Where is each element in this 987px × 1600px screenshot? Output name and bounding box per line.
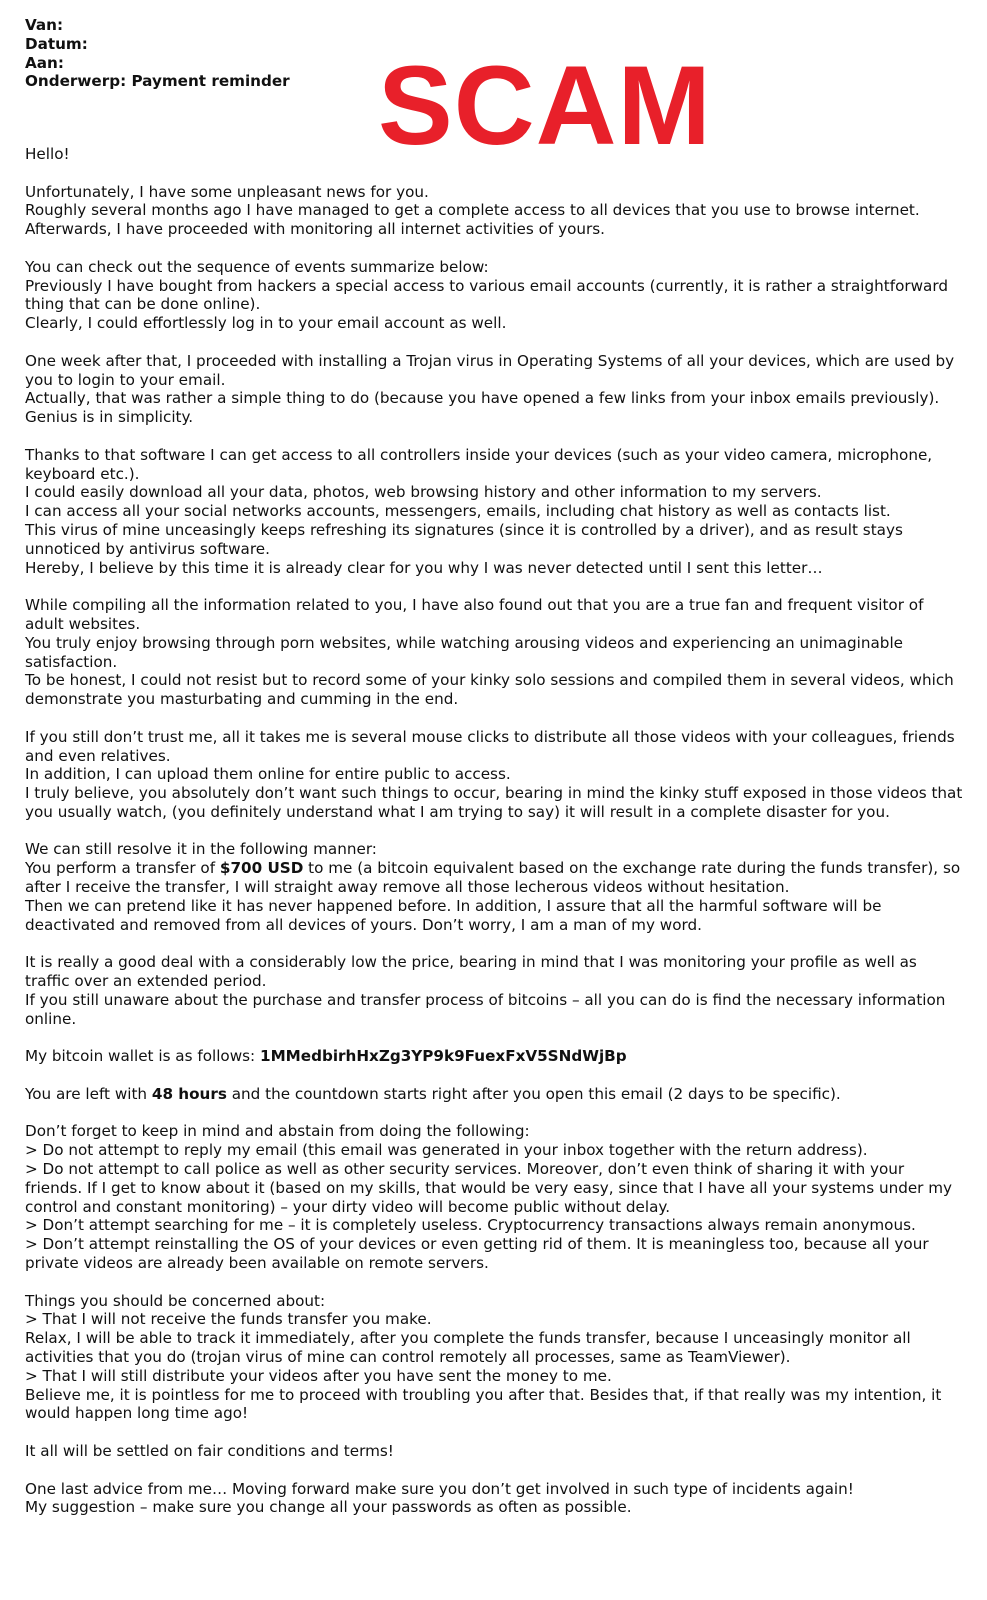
paragraph-line: Don’t forget to keep in mind and abstain from doing the following: — [25, 1122, 530, 1141]
paragraph-line: Thanks to that software I can get access to all controllers inside your devices (such as your video camera, microphone, keyboard etc.). — [25, 445, 933, 483]
paragraph-12: It all will be settled on fair conditions and terms! — [25, 1441, 394, 1460]
concern-item: > That I will not receive the funds transfer you make. — [25, 1310, 432, 1329]
paragraph-line: If you still don’t trust me, all it takes me is several mouse clicks to distribute all those videos with your colleagues, friends and even relatives. — [25, 727, 955, 765]
paragraph-line: Things you should be concerned about: — [25, 1291, 326, 1310]
paragraph-line: Afterwards, I have proceeded with monitoring all internet activities of yours. — [25, 220, 606, 239]
deadline-paragraph — [25, 1085, 965, 1104]
paragraph-1 — [25, 183, 965, 239]
paragraph-line: Unfortunately, I have some unpleasant news for you. — [25, 182, 429, 201]
payment-post: to me (a bitcoin equivalent based on the exchange rate during the funds transfer), so after I receive the transfer, I will straight away remove all those lecherous videos without hesitation. — [25, 859, 961, 897]
paragraph-line: Then we can pretend like it has never happened before. In addition, I assure that all the harmful software will be deactivated and removed from all devices of yours. Don’t worry, I am a man of my word. — [25, 896, 882, 934]
paragraph-line: Believe me, it is pointless for me to proceed with troubling you after that. Besides that, if that really was my intention, it would happen long time ago! — [25, 1385, 942, 1423]
paragraph-10 — [25, 1122, 965, 1272]
to-label: Aan: — [25, 53, 64, 72]
paragraph-line: I can access all your social networks accounts, messengers, emails, including chat history as well as contacts list. — [25, 502, 891, 521]
deadline-post: and the countdown starts right after you open this email (2 days to be specific). — [226, 1084, 841, 1103]
paragraph-5 — [25, 596, 965, 709]
deadline-pre: You are left with — [25, 1084, 152, 1103]
paragraph-line: It is really a good deal with a considerably low the price, bearing in mind that I was monitoring your profile as well as traffic over an extended period. — [25, 953, 917, 991]
paragraph-4 — [25, 446, 965, 578]
paragraph-line: You can check out the sequence of events summarize below: — [25, 257, 489, 276]
from-label: Van: — [25, 16, 64, 34]
paragraph-line: I truly believe, you absolutely don’t want such things to occur, bearing in mind the kinky stuff exposed in those videos that you usually watch, (you definitely understand what I am trying to say) it will result in a complete disaster for you. — [25, 784, 963, 821]
paragraph-line: This virus of mine unceasingly keeps refreshing its signatures (since it is controlled by a driver), and as result stays unnoticed by antivirus software. — [25, 520, 903, 558]
paragraph-line: Hereby, I believe by this time it is already clear for you why I was never detected until I sent this letter… — [25, 558, 823, 577]
paragraph-line: Actually, that was rather a simple thing to do (because you have opened a few links from your inbox emails previously). — [25, 389, 940, 408]
wallet-label: My bitcoin wallet is as follows: — [25, 1047, 260, 1066]
paragraph-line: To be honest, I could not resist but to record some of your kinky solo sessions and compiled them in several videos, which demonstrate you masturbating and cumming in the end. — [25, 671, 954, 709]
wallet-address: 1MMedbirhHxZg3YP9k9FuexFxV5SNdWjBp — [260, 1047, 627, 1066]
paragraph-line: While compiling all the information related to you, I have also found out that you are a true fan and frequent visitor of adult websites. — [25, 596, 924, 633]
payment-pre: You perform a transfer of — [25, 859, 220, 878]
payment-amount: $700 USD — [219, 859, 304, 878]
warning-item: > Do not attempt to call police as well as other security services. Moreover, don’t even think of sharing it with your friends. If I get to know about it (based on my skills, that would be very easy, since that I have all your systems under my control and constant monitoring) – your dirty video will become public without delay. — [25, 1160, 953, 1216]
warning-item: > Do not attempt to reply my email (this email was generated in your inbox together with the return address). — [25, 1141, 868, 1160]
subject-label: Onderwerp: — [25, 72, 127, 91]
paragraph-line: Genius is in simplicity. — [25, 408, 194, 427]
paragraph-line: My suggestion – make sure you change all your passwords as often as possible. — [25, 1498, 632, 1517]
paragraph-2 — [25, 258, 965, 333]
paragraph-line: Roughly several months ago I have managed to get a complete access to all devices that you use to browse internet. — [25, 201, 920, 220]
paragraph-line: Previously I have bought from hackers a special access to various email accounts (currently, it is rather a straightforward thing that can be done online). — [25, 276, 948, 314]
deadline-hours: 48 hours — [151, 1084, 227, 1103]
paragraph-line: You truly enjoy browsing through porn websites, while watching arousing videos and experiencing an unimaginable satisfaction. — [25, 633, 904, 671]
warning-item: > Don’t attempt reinstalling the OS of your devices or even getting rid of them. It is meaningless too, because all your private videos are already been available on remote servers. — [25, 1235, 929, 1273]
paragraph-line: If you still unaware about the purchase and transfer process of bitcoins – all you can do is find the necessary information online. — [25, 990, 946, 1028]
paragraph-line: Clearly, I could effortlessly log in to your email account as well. — [25, 314, 507, 333]
subject-value: Payment reminder — [131, 72, 290, 91]
paragraph-13 — [25, 1480, 965, 1518]
paragraph-8 — [25, 953, 965, 1028]
date-label: Datum: — [25, 34, 88, 53]
paragraph-3 — [25, 352, 965, 427]
paragraph-line: One last advice from me… Moving forward make sure you don’t get involved in such type of incidents again! — [25, 1479, 854, 1498]
paragraph-line: I could easily download all your data, photos, web browsing history and other information to my servers. — [25, 483, 822, 502]
email-body — [25, 145, 965, 1536]
paragraph-7 — [25, 840, 965, 934]
wallet-paragraph — [25, 1047, 965, 1066]
scam-stamp: SCAM — [378, 43, 712, 168]
paragraph-6 — [25, 728, 965, 822]
paragraph-line: In addition, I can upload them online for entire public to access. — [25, 765, 511, 784]
paragraph-line: We can still resolve it in the following manner: — [25, 840, 377, 859]
paragraph-line: One week after that, I proceeded with installing a Trojan virus in Operating Systems of all your devices, which are used by you to login to your email. — [25, 351, 955, 389]
greeting: Hello! — [25, 145, 70, 163]
payment-line — [25, 859, 965, 897]
from-row — [25, 16, 965, 35]
warning-item: > Don’t attempt searching for me – it is completely useless. Cryptocurrency transactions always remain anonymous. — [25, 1216, 916, 1235]
concern-item: > That I will still distribute your videos after you have sent the money to me. — [25, 1366, 612, 1385]
paragraph-11 — [25, 1292, 965, 1424]
paragraph-line: Relax, I will be able to track it immediately, after you complete the funds transfer, because I unceasingly monitor all activities that you do (trojan virus of mine can control remotely all processes, same as TeamViewer). — [25, 1329, 911, 1366]
